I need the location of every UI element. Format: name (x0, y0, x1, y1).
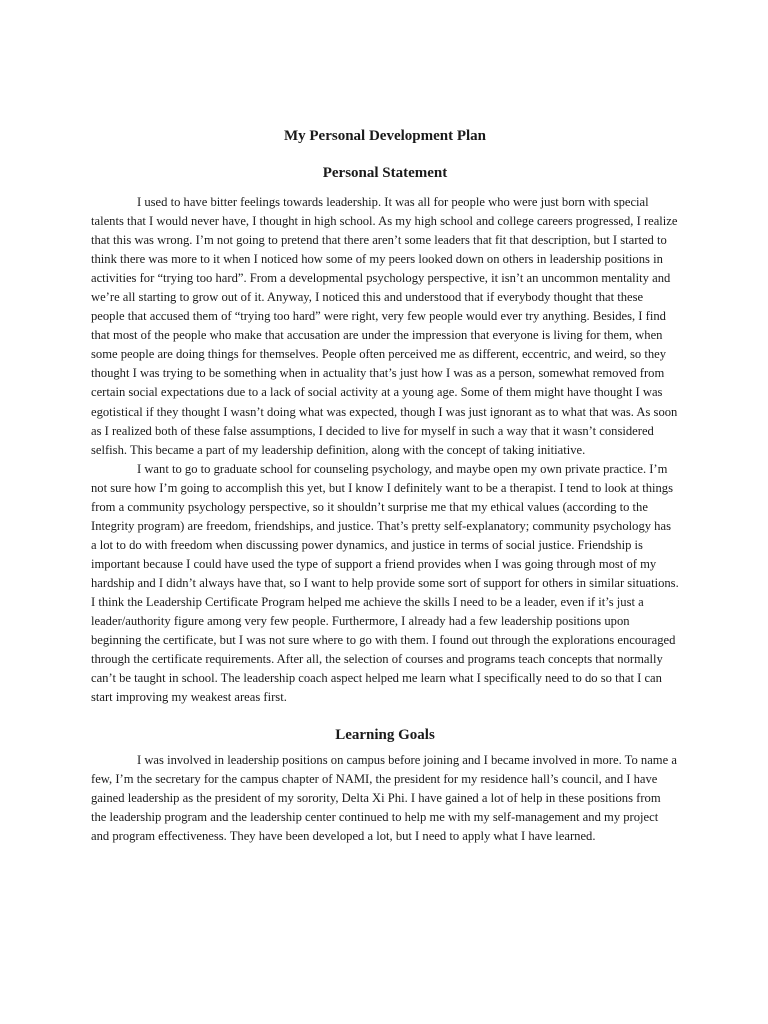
learning-goals-paragraph-1: I was involved in leadership positions on campus before joining and I became involved in more. To name a few, I’m the secretary for the campus chapter of NAMI, the president for my residence hall’s council, and I have gained leadership as the president of my sorority, Delta Xi Phi. I have gained a lot of help in these positions from the leadership program and the leadership center continued to help me with my self-management and my project and program effectiveness. They have been developed a lot, but I need to apply what I have learned. (91, 753, 677, 844)
personal-statement-paragraph-2: I want to go to graduate school for counseling psychology, and maybe open my own private practice. I’m not sure how I’m going to accomplish this yet, but I know I definitely want to be a therapist. I tend to look at things from a community psychology perspective, so it shouldn’t surprise me that my ethical values (according to the Integrity program) are freedom, friendships, and justice. That’s pretty self-explanatory; community psychology has a lot to do with freedom when discussing power dynamics, and justice in terms of social justice. Friendship is important because I could have used the type of support a friend provides when I was going through most of my hardship and I didn’t always have that, so I want to help provide some sort of support for others in similar situations. I think the Leadership Certificate Program helped me achieve the skills I need to be a leader, even if it’s just a leader/authority figure among very few people. Furthermore, I already had a few leadership positions upon beginning the certificate, but I was not sure where to go with them. I found out through the explorations encouraged through the certificate requirements. After all, the selection of courses and programs teach concepts that normally can’t be taught in school. The leadership coach aspect helped me learn what I specifically need to do so that I can start improving my weakest areas first. (91, 461, 679, 705)
document-title: My Personal Development Plan (283, 128, 487, 144)
document-body (91, 126, 679, 847)
section-heading-learning-goals: Learning Goals (335, 727, 435, 744)
section-heading-personal-statement: Personal Statement (322, 165, 448, 181)
personal-statement-paragraph-1: I used to have bitter feelings towards leadership. It was all for people who were just born with special talents that I would never have, I thought in high school. As my high school and college careers progressed, I realize that this was wrong. I’m not going to pretend that there aren’t some leaders that fit that description, but I started to think there was more to it when I noticed how some of my peers looked down on others in leadership positions in activities for “trying too hard”. From a developmental psychology perspective, it isn’t an uncommon mentality and we’re all starting to grow out of it. Anyway, I noticed this and understood that if everybody thought that these people that accused them of “trying too hard” were right, very few people would ever try anything. Besides, I find that most of the people who make that accusation are under the impression that everyone is living for them, when some people are doing things for themselves. People often perceived me as different, eccentric, and weird, so they thought I was trying to be something when in actuality that’s just how I was as a person, somewhat removed from certain social expectations due to a lack of social activity at a young age. Some of them might have thought I was egotistical if they thought I wasn’t doing what was expected, though I was just ignorant as to what that was. As soon as I realized both of these false assumptions, I decided to live for myself in such a way that it wasn’t considered selfish. This became a part of my leadership definition, along with the concept of taking initiative. (91, 195, 678, 457)
